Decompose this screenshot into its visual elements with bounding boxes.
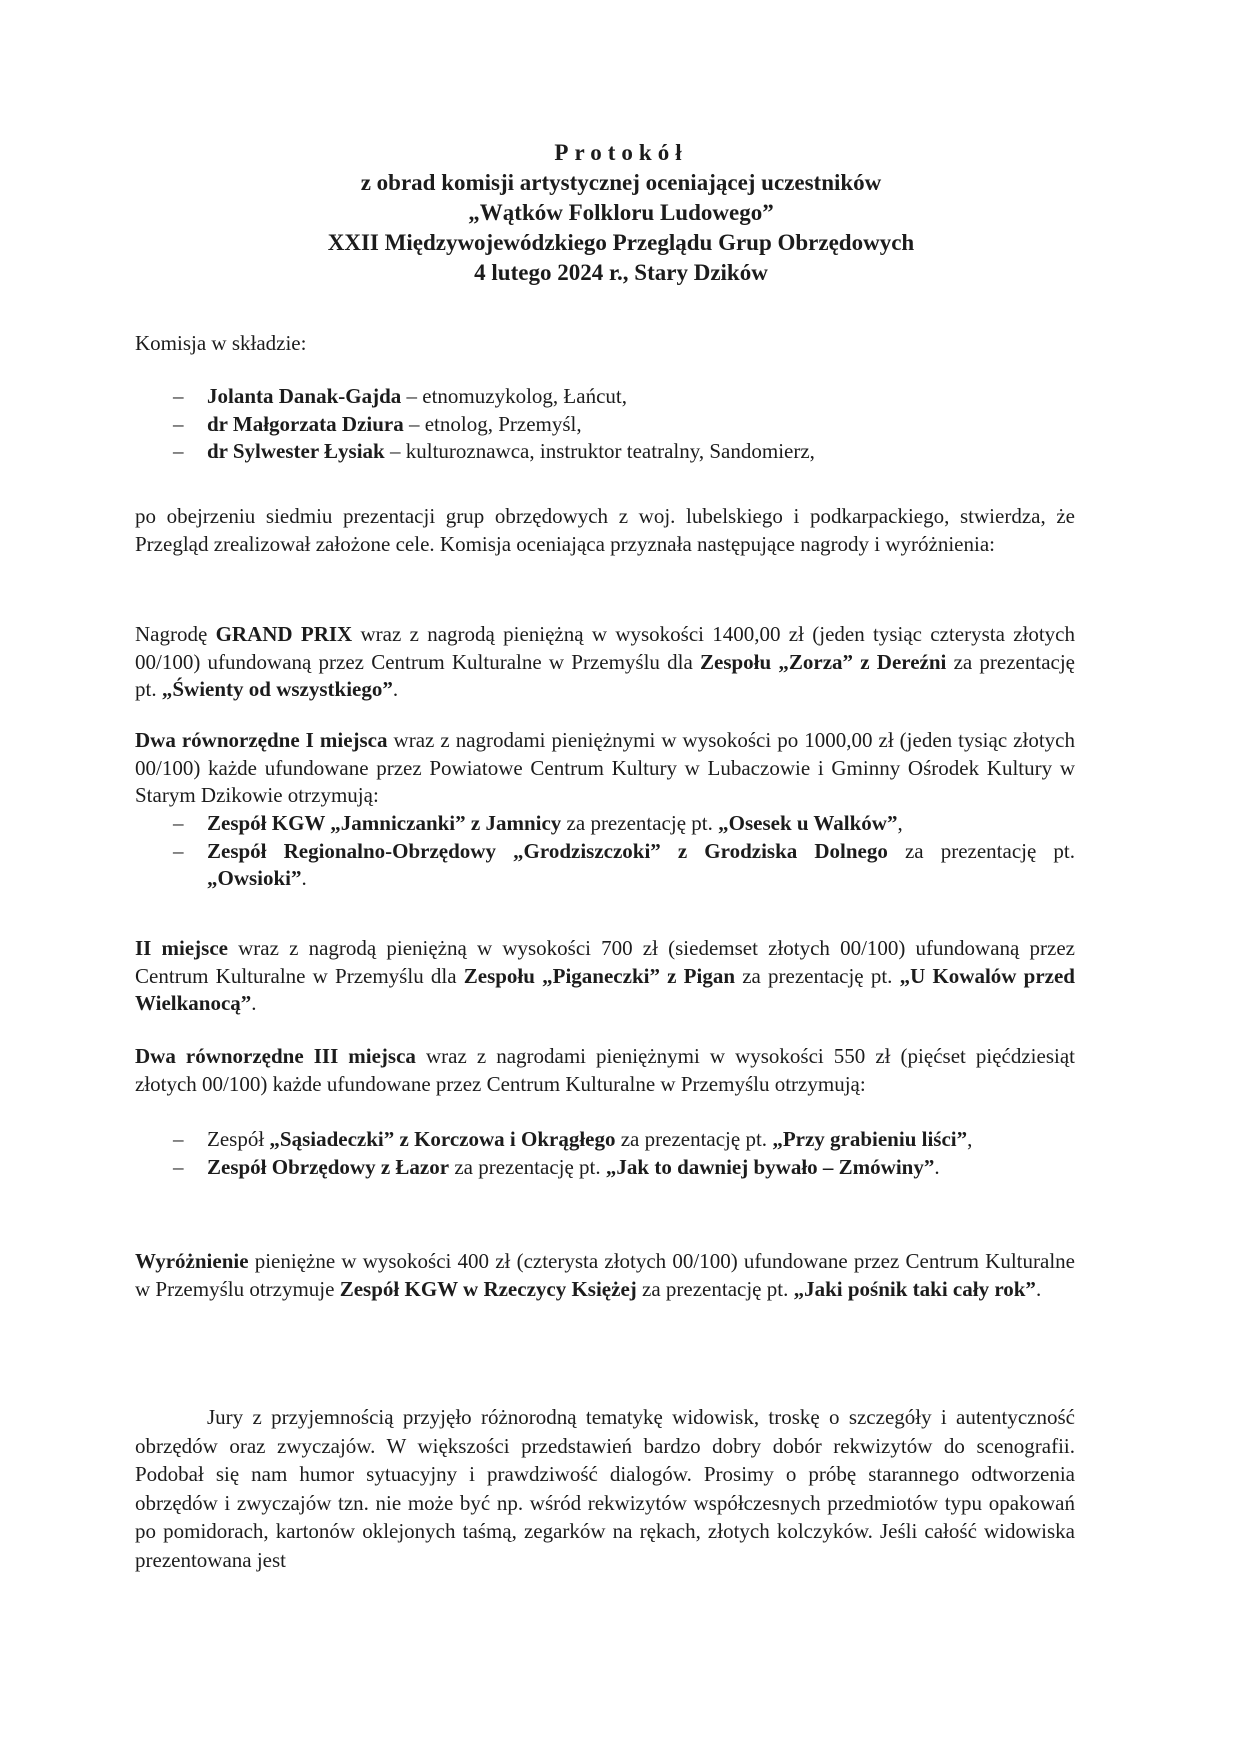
performance-title: „Jaki pośnik taki cały rok” bbox=[793, 1276, 1036, 1301]
text-run: . bbox=[392, 677, 399, 701]
jury-note-paragraph: Jury z przyjemnością przyjęło różnorodną tematykę widowisk, troskę o szczegóły i autentyczność obrzędów oraz zwyczajów. W większości przedstawień bardzo dobry dobór rekwizytów do scenografii. Podobał się nam humor sytuacyjny i prawdziwość dialogów. Prosimy o próbę starannego odtworzenia obrzędów i zwyczajów tzn. nie może być np. wśród rekwizytów współczesnych przedmiotów typu opakowań po pomidorach, kartonów oklejonych taśmą, zegarków na rękach, złotych kolczyków. Jeśli całość widowiska prezentowana jest bbox=[135, 1405, 1075, 1572]
member-name: dr Małgorzata Dziura bbox=[207, 411, 404, 436]
commission-intro: Komisja w składzie: bbox=[135, 331, 307, 355]
second-place-paragraph bbox=[135, 935, 1075, 1018]
performance-title: „U Kowalów przed Wielkanocą” bbox=[135, 963, 1075, 1015]
award-name: GRAND PRIX bbox=[215, 622, 353, 646]
distinction-paragraph bbox=[135, 1248, 1075, 1303]
ensemble-name: „Sąsiadeczki” z Korczowa i Okrągłego bbox=[269, 1127, 616, 1151]
award-name: Wyróżnienie bbox=[135, 1249, 249, 1273]
text-run: wraz z nagrodą pieniężną w wysokości 1400,00 zł (jeden tysiąc czterysta złotych 00/100) ufundowaną przez Centrum Kulturalne w Przemyślu dla bbox=[135, 622, 1075, 674]
performance-title: „Jak to dawniej bywało – Zmówiny” bbox=[605, 1154, 935, 1179]
text-run: Nagrodę bbox=[135, 622, 216, 646]
first-place-paragraph bbox=[135, 727, 1075, 810]
text-run: za prezentację pt. bbox=[561, 811, 719, 835]
text-run: wraz z nagrodami pieniężnymi w wysokości po 1000,00 zł (jeden tysiąc złotych 00/100) każde ufundowane przez Powiatowe Centrum Kultury w Lubaczowie i Gminny Ośrodek Kultury w Starym Dzikowie otrzymują: bbox=[135, 728, 1075, 807]
ensemble-name: Zespół KGW „Jamniczanki” z Jamnicy bbox=[207, 811, 562, 835]
text-run: . bbox=[1035, 1276, 1042, 1301]
text-run: . bbox=[934, 1154, 940, 1179]
summary-paragraph: po obejrzeniu siedmiu prezentacji grup obrzędowych z woj. lubelskiego i podkarpackiego, stwierdza, że Przegląd zrealizował założone cele. Komisja oceniająca przyznała następujące nagrody i wyróżnienia: bbox=[135, 504, 1075, 556]
commission-member bbox=[135, 411, 1075, 439]
header-line-4: XXII Międzywojewódzkiego Przeglądu Grup Obrzędowych bbox=[327, 230, 915, 255]
performance-title: „Świenty od wszystkiego” bbox=[161, 677, 393, 701]
document-header bbox=[0, 138, 1242, 288]
first-place-list bbox=[135, 810, 1075, 893]
third-place-list bbox=[135, 1126, 1075, 1181]
text-run: za prezentację pt. bbox=[615, 1127, 773, 1151]
performance-title: „Osesek u Walków” bbox=[718, 811, 898, 835]
awarded-ensemble bbox=[135, 810, 1075, 838]
text-run: pieniężne w wysokości 400 zł (czterysta złotych 00/100) ufundowane przez Centrum Kulturalne w Przemyślu otrzymuje bbox=[135, 1249, 1075, 1301]
commission-members-list bbox=[135, 383, 1075, 466]
member-name: dr Sylwester Łysiak bbox=[207, 439, 385, 463]
text-run: Zespół bbox=[207, 1127, 270, 1151]
text-run: za prezentację pt. bbox=[449, 1154, 606, 1179]
member-role: – etnomuzykolog, Łańcut, bbox=[401, 384, 627, 408]
ensemble-name: Zespołu „Zorza” z Dereźni bbox=[700, 649, 947, 674]
awarded-ensemble bbox=[135, 838, 1075, 893]
award-name: II miejsce bbox=[135, 936, 228, 960]
header-line-2: z obrad komisji artystycznej oceniającej uczestników bbox=[360, 170, 882, 195]
commission-member bbox=[135, 383, 1075, 411]
awarded-ensemble bbox=[135, 1126, 1075, 1154]
ensemble-name: Zespół Regionalno-Obrzędowy „Grodziszczoki” z Grodziska Dolnego bbox=[207, 838, 888, 863]
award-name: Dwa równorzędne I miejsca bbox=[135, 728, 388, 752]
performance-title: „Przy grabieniu liści” bbox=[772, 1127, 968, 1151]
text-run: wraz z nagrodami pieniężnymi w wysokości 550 zł (pięćset pięćdziesiąt złotych 00/100) każde ufundowane przez Centrum Kulturalne w Przemyślu otrzymują: bbox=[135, 1044, 1076, 1096]
text-run: . bbox=[251, 991, 257, 1015]
grand-prix-paragraph bbox=[135, 621, 1075, 704]
text-run: wraz z nagrodą pieniężną w wysokości 700 zł (siedemset złotych 00/100) ufundowaną przez Centrum Kulturalne w Przemyślu dla bbox=[135, 936, 1075, 988]
text-run: , bbox=[897, 811, 903, 835]
document-title: Protokół bbox=[554, 140, 688, 165]
ensemble-name: Zespół KGW w Rzeczycy Księżej bbox=[339, 1276, 637, 1301]
text-run: za prezentację pt. bbox=[636, 1276, 794, 1301]
award-name: Dwa równorzędne III miejsca bbox=[135, 1044, 416, 1068]
member-role: – kulturoznawca, instruktor teatralny, Sandomierz, bbox=[384, 439, 815, 463]
member-role: – etnolog, Przemyśl, bbox=[403, 411, 582, 436]
header-line-3: „Wątków Folkloru Ludowego” bbox=[468, 200, 774, 225]
text-run: . bbox=[301, 866, 307, 890]
third-place-paragraph bbox=[135, 1043, 1075, 1098]
ensemble-name: Zespół Obrzędowy z Łazor bbox=[207, 1154, 450, 1179]
text-run: , bbox=[967, 1127, 973, 1151]
text-run: za prezentację pt. bbox=[735, 963, 900, 988]
commission-member bbox=[135, 438, 1075, 466]
header-date-place: 4 lutego 2024 r., Stary Dzików bbox=[474, 260, 768, 285]
awarded-ensemble bbox=[135, 1154, 1075, 1182]
member-name: Jolanta Danak-Gajda bbox=[207, 384, 402, 408]
ensemble-name: Zespołu „Piganeczki” z Pigan bbox=[463, 963, 736, 988]
text-run: za prezentację pt. bbox=[135, 649, 1075, 701]
text-run: za prezentację pt. bbox=[887, 838, 1075, 863]
performance-title: „Owsioki” bbox=[207, 866, 302, 890]
